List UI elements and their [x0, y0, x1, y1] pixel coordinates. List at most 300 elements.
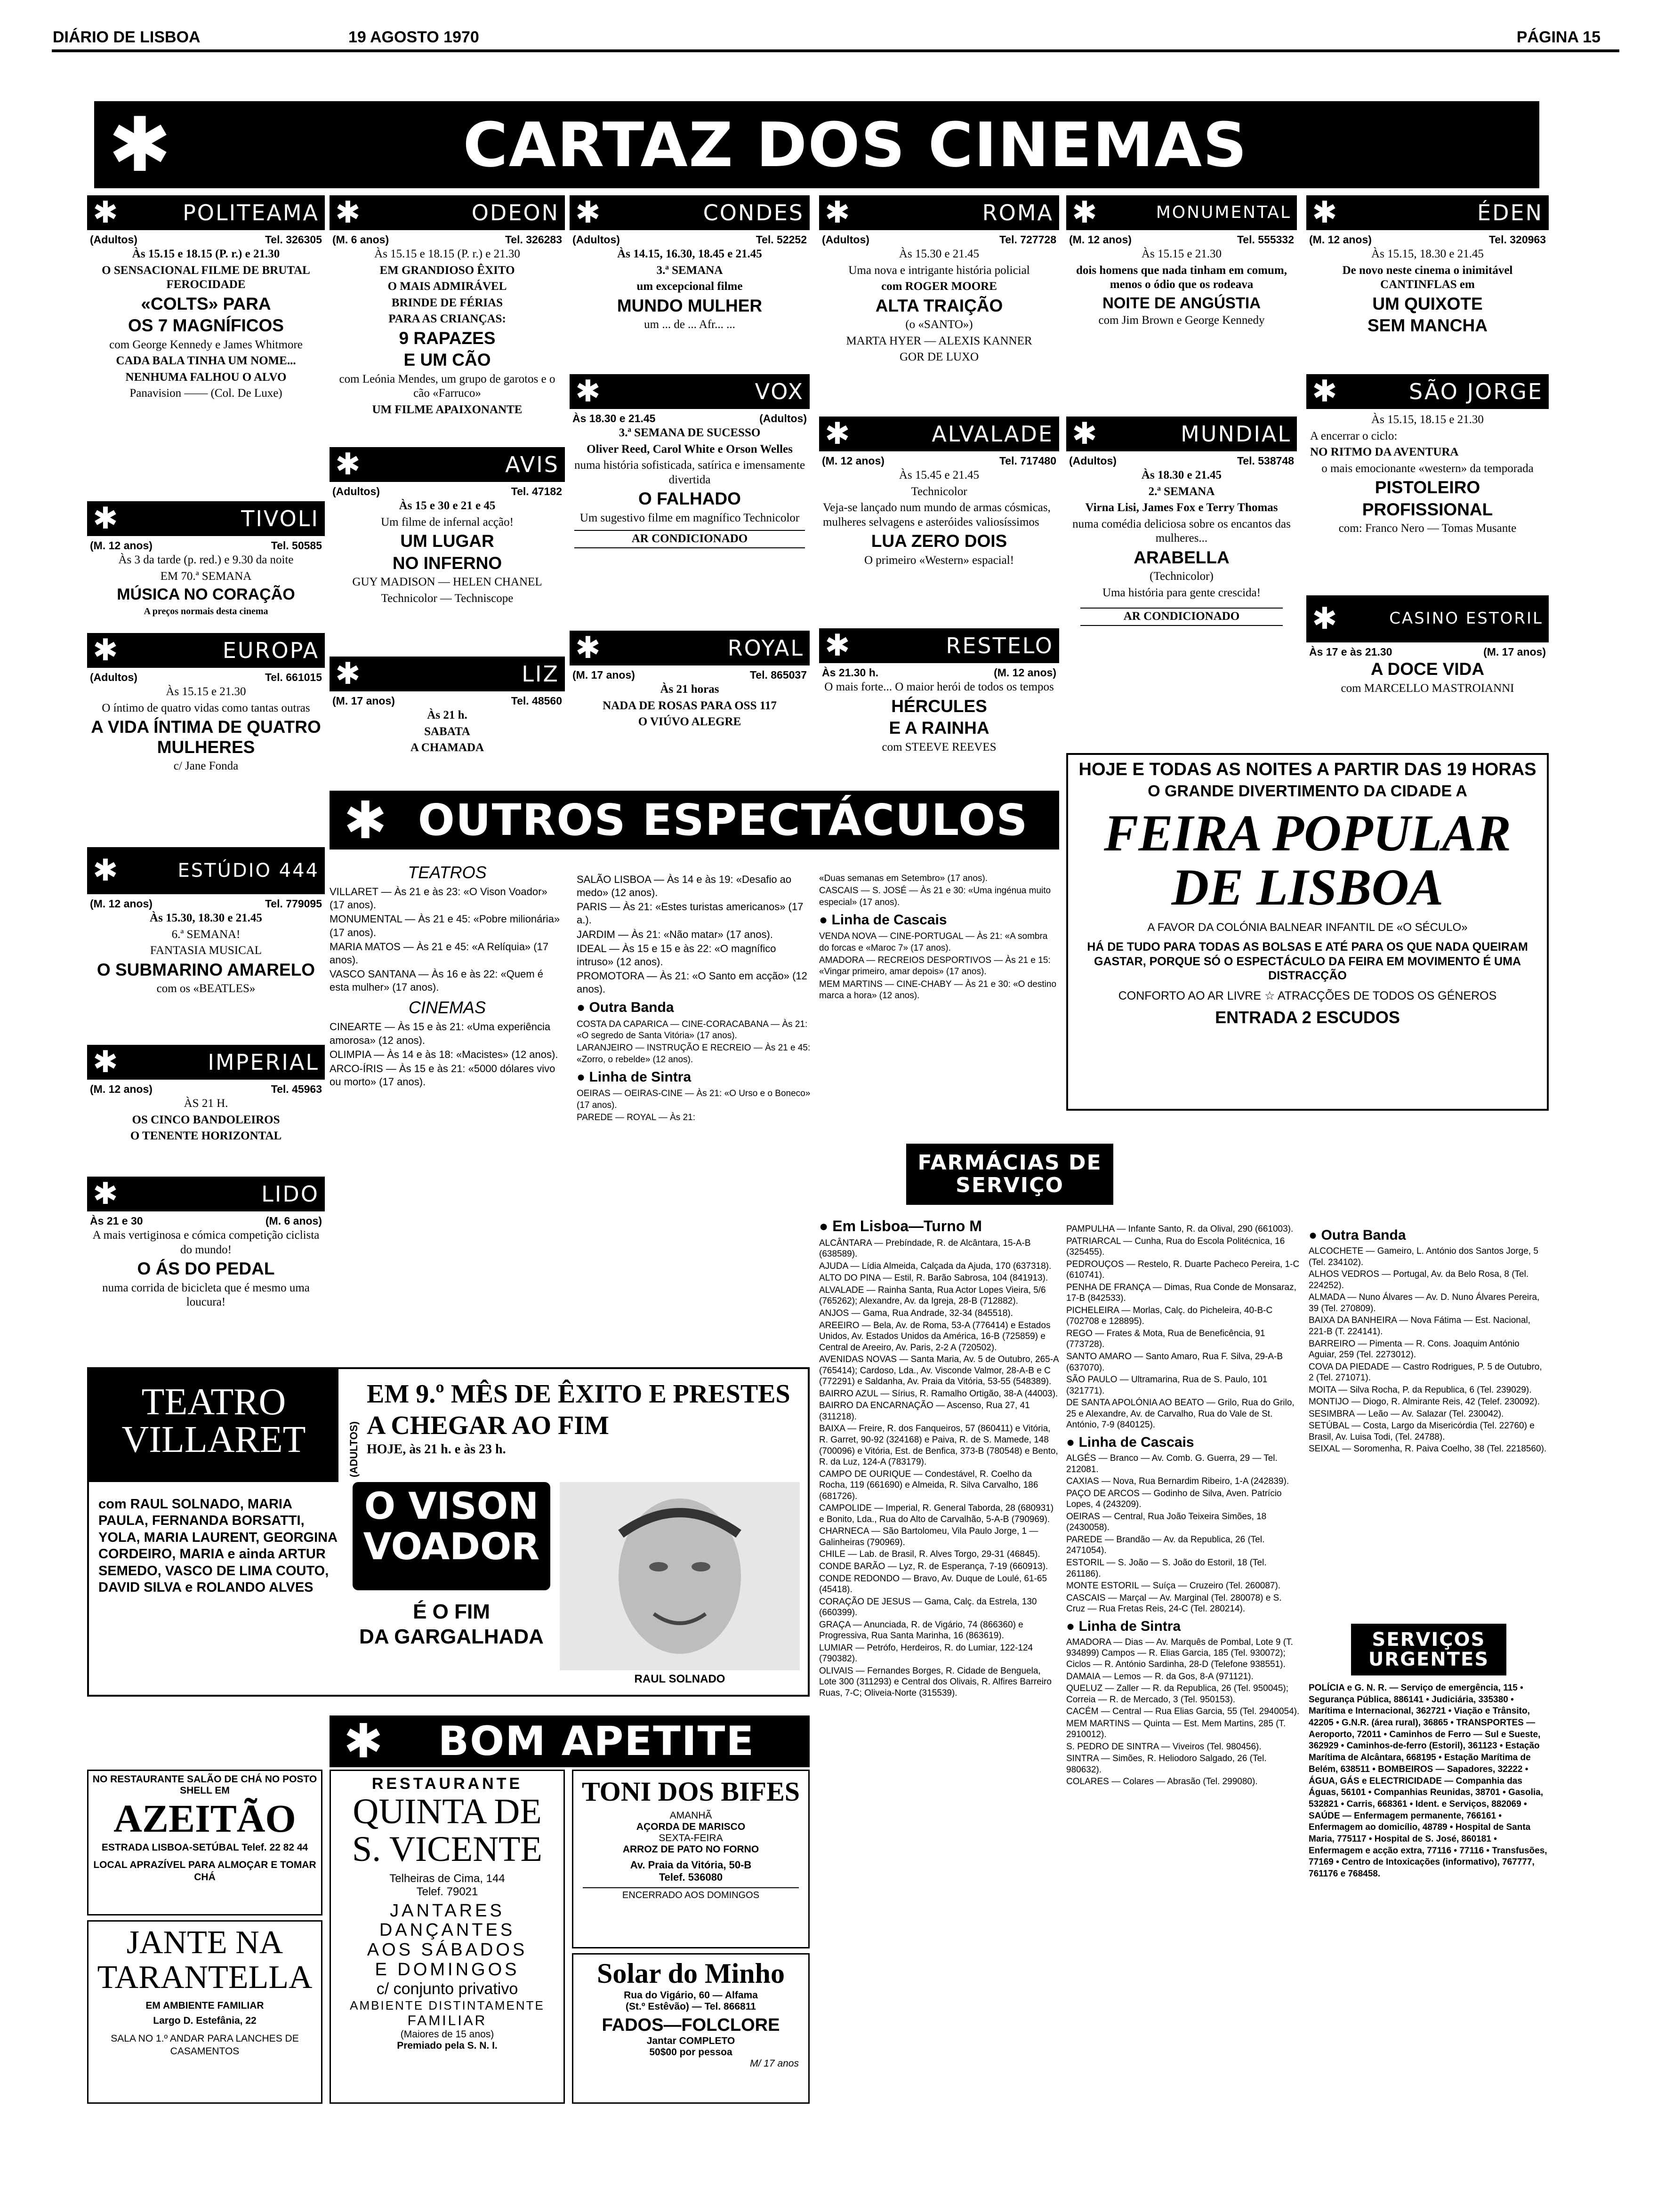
pharmacy: CHILE — Lab. de Brasil, R. Alves Torgo, 29-31 (46845).: [819, 1549, 1040, 1560]
tagline: BRINDE DE FÉRIAS: [391, 296, 503, 309]
showtimes: Às 21 e 30: [90, 1215, 143, 1227]
slogan: É O FIM: [413, 1600, 490, 1623]
rating: (M. 17 anos): [572, 669, 635, 681]
show-times: HOJE, às 21 h. e às 23 h.: [367, 1442, 506, 1457]
pharmacy: BAIXA — Freire, R. dos Fanqueiros, 57 (860411) e Vitória, R. Garret, 90-92 (324168) e Paiva, R. de S. Mamede, 148 (700096) e Vitória, Est. de Benfica, 373-B (780548) e Bento, R. da Luz, 124-A (783179).: [819, 1424, 1058, 1467]
film-title: A DOCE VIDA: [1370, 659, 1485, 679]
theatre-logo: [89, 1369, 338, 1482]
pharmacy: CONDE REDONDO — Bravo, Av. Duque de Loulé, 61-65 (45418).: [819, 1573, 1047, 1595]
pharmacy: MEM MARTINS — Quinta — Est. Mem Martins, 285 (T. 2910012).: [1066, 1718, 1286, 1740]
listing: SALÃO LISBOA — Às 14 e às 19: «Desafio ao medo» (12 anos).: [577, 874, 792, 899]
cast: c/ Jane Fonda: [173, 760, 239, 773]
star-icon: ✱: [344, 1714, 383, 1769]
film-title: E UM CÃO: [403, 350, 491, 370]
listing: PAREDE — ROYAL — Às 21:: [577, 1113, 696, 1123]
cinema-name: EUROPA: [222, 637, 319, 663]
showtimes: Às 15.15, 18.30 e 21.45: [1371, 248, 1484, 261]
star-icon: ✱: [1312, 374, 1337, 409]
star-icon: ✱: [575, 631, 601, 665]
pharmacy: OLIVAIS — Fernandes Borges, R. Cidade de Benguela, Lote 300 (311293) e Central dos Olivais, R. Alfires Barreiro Ruas, 7-C; Oliveia-Norte (315539).: [819, 1666, 1052, 1698]
farmacias-col-2: PAMPULHA — Infante Santo, R. da Olival, 290 (661003). PATRIARCAL — Cunha, Rua do Escola Politécnica, 16 (325455). PEDROUÇOS — Restelo, R. Duarte Pacheco Pereira, 1-C (610741). PENHA DE FRANÇA — Dimas, Rua Conde de Monsaraz, 17-B (842533). PICHELEIRA — Morlas, Calç. do Picheleira, 40-B-C (702708 e 128895). REGO — Frates & Mota, Rua de Beneficência, 91 (773728). SANTO AMARO — Santo Amaro, Rua F. Silva, 29-A-B (637070). SÃO PAULO — Ultramarina, Rua de S. Paulo, 101 (321771). DE SANTA APOLÓNIA AO BEATO — Grilo, Rua do Grilo, 25 e Alexandre, Av. de Carvalho, Rua do Vale de St. António, 7-9 (840125). ● Linha de Cascais ALGÉS — Branco — Av. Comb. G. Guerra, 29 — Tel. 212081. CAXIAS — Nova, Rua Bernardim Ribeiro, 1-A (242839). PAÇO DE ARCOS — Godinho de Silva, Aven. Patrício Lopes, 4 (243209). OEIRAS — Central, Rua João Teixeira Simões, 18 (2430058). PAREDE — Brandão — Av. da Republica, 26 (Tel. 2471054). ESTORIL — S. João — S. João do Estoril, 18 (Tel. 261186). MONTE ESTORIL — Suíça — Cruzeiro (Tel. 260087). CASCAIS — Marçal — Av. Marginal (Tel. 280078) e S. Cruz — Rua Fretas Reis, 24-C (Tel. 280214). ● Linha de Sintra AMADORA — Dias — Av. Marquês de Pombal, Lote 9 (T. 934899) Campos — R. Elias Garcia, 185 (Tel. 930072); Ciclos — R. António Sardinha, 28-D (Telefone 938551). DAMAIA — Lemos — R. da Gos, 8-A (971121). QUELUZ — Zaller — R. da Republica, 26 (Tel. 950045); Correia — R. de Mercado, 3 (Tel. 950153). CACÉM — Central — Rua Elias Garcia, 55 (Tel. 2940054). MEM MARTINS — Quinta — Est. Mem Martins, 285 (T. 2910012). S. PEDRO DE SINTRA — Viveiros (Tel. 980456). SINTRA — Simões, R. Heliodoro Salgado, 26 (Tel. 980632). COLARES — Colares — Abrasão (Tel. 299080).: [1066, 1224, 1302, 2108]
showtimes: Às 18.30 e 21.45: [572, 412, 656, 425]
age-rating: M/ 17 anos: [750, 2058, 799, 2069]
phone: Tel. 779095: [265, 898, 322, 910]
pharmacy: AREEIRO — Bela, Av. de Roma, 53-A (776414) e Estados Unidos, Av. Estados Unidos da América, 16-B (725859) e Central de Areeiro, Av. Paris, 2-2 A (720502).: [819, 1320, 1051, 1353]
tagline: O MAIS ADMIRÁVEL: [387, 280, 507, 293]
rating: (M. 12 anos): [822, 455, 885, 467]
cinema-eden: [1306, 195, 1549, 365]
cinema-roma: [819, 195, 1059, 402]
feira-popular-ad: [1066, 753, 1549, 1111]
cinema-casino-estoril: [1306, 595, 1549, 732]
pharmacy: OEIRAS — Central, Rua João Teixeira Simões, 18 (2430058).: [1066, 1511, 1267, 1533]
restaurant-name: AZEITÃO: [113, 1797, 296, 1841]
rating: (Adultos): [1069, 455, 1117, 467]
listing: VASCO SANTANA — Às 16 e às 22: «Quem é esta mulher» (17 anos).: [330, 968, 544, 994]
pharmacy: PAMPULHA — Infante Santo, R. da Olival, 290 (661003).: [1066, 1224, 1294, 1234]
star-icon: ✱: [335, 657, 361, 691]
listing: «Duas semanas em Setembro» (17 anos).: [819, 874, 988, 883]
theatre-name: VILLARET: [121, 1419, 306, 1460]
restaurant-name: QUINTA DE: [353, 1792, 542, 1831]
star-icon: ✱: [825, 628, 850, 663]
tagline: numa corrida de bicicleta que é mesmo uma loucura!: [102, 1281, 310, 1309]
cinema-name: CASINO ESTORIL: [1389, 609, 1543, 628]
film-title: O TENENTE HORIZONTAL: [130, 1130, 282, 1143]
film-title: LUA ZERO DOIS: [871, 531, 1007, 551]
star-icon: ✱: [335, 195, 361, 230]
rating: (M. 12 anos): [90, 539, 153, 552]
phone: Tel. 727728: [999, 233, 1056, 246]
showtimes: Às 21 h.: [427, 709, 467, 722]
cinema-imperial: [87, 1045, 325, 1167]
pharmacy: BAIRRO AZUL — Sírius, R. Ramalho Ortigão, 38-A (44003).: [819, 1388, 1058, 1399]
ad-text: AOS SÁBADOS: [367, 1940, 528, 1960]
cast: com STEEVE REEVES: [882, 740, 997, 753]
age-rating: (ADULTOS): [348, 1421, 360, 1477]
feira-attractions: CONFORTO AO AR LIVRE ☆ ATRACÇÕES DE TODOS OS GÉNEROS: [1118, 989, 1497, 1002]
listing: COSTA DA CAPARICA — CINE-CORACABANA — Às 21: «O segredo de Santa Vitória» (17 anos).: [577, 1019, 808, 1041]
pharmacy: AMADORA — Dias — Av. Marquês de Pombal, Lote 9 (T. 934899) Campos — R. Elias Garcia, 185 (Tel. 930072); Ciclos — R. António Sardinha, 28-D (Telefone 938551).: [1066, 1637, 1293, 1669]
cinema-odeon: [330, 195, 565, 431]
cinema-alvalade: [819, 417, 1059, 614]
issue-date: 19 AGOSTO 1970: [348, 28, 479, 46]
film-title: 9 RAPAZES: [399, 328, 496, 348]
tagline: CADA BALA TINHA UM NOME...: [116, 354, 296, 368]
pharmacy: BAIXA DA BANHEIRA — Nova Fátima — Est. Nacional, 221-B (T. 224141).: [1309, 1315, 1530, 1337]
phone: Tel. 48560: [511, 695, 562, 707]
listing: CINEARTE — Às 15 e às 21: «Uma experiência amorosa» (12 anos).: [330, 1021, 551, 1046]
pharmacy: SÃO PAULO — Ultramarina, Rua de S. Paulo, 101 (321771).: [1066, 1375, 1268, 1396]
show-title: O VISON: [364, 1485, 539, 1528]
listing: CASCAIS — S. JOSÉ — Às 21 e 30: «Uma ingénua muito especial» (17 anos).: [819, 886, 1051, 907]
phone: Tel. 320963: [1488, 233, 1546, 246]
pharmacy: ALCOCHETE — Gameiro, L. António dos Santos Jorge, 5 (Tel. 234102).: [1309, 1246, 1538, 1267]
showtimes: Às 21 horas: [660, 683, 719, 696]
show-logo: [353, 1482, 550, 1590]
pharmacy: CHARNECA — São Bartolomeu, Vila Paulo Jorge, 1 — Galinheiras (790969).: [819, 1526, 1038, 1547]
ad-quinta-s-vicente: [330, 1770, 565, 2104]
listing: VENDA NOVA — CINE-PORTUGAL — Às 21: «A sombra do forcas e «Maroc 7» (17 anos).: [819, 931, 1048, 953]
film-title: MÚSICA NO CORAÇÃO: [117, 585, 295, 604]
headline: A CHEGAR AO FIM: [367, 1411, 609, 1441]
address: Largo D. Estefânia, 22: [153, 2015, 257, 2026]
rating: (Adultos): [759, 412, 807, 425]
slogan: DA GARGALHADA: [359, 1625, 544, 1648]
star-icon: ✱: [108, 100, 172, 189]
photo-caption: RAUL SOLNADO: [634, 1673, 725, 1685]
tagline: NENHUMA FALHOU O ALVO: [125, 370, 287, 384]
menu-item: ARROZ DE PATO NO FORNO: [622, 1844, 759, 1855]
pharmacy: CORAÇÃO DE JESUS — Gama, Calç. da Estrela, 130 (660399).: [819, 1596, 1037, 1618]
cinema-condes: [570, 195, 810, 369]
tagline: UM FILME APAIXONANTE: [372, 403, 523, 416]
star-icon: ✱: [1312, 195, 1337, 230]
film-title: O SUBMARINO AMARELO: [97, 960, 315, 979]
listing: OEIRAS — OEIRAS-CINE — Às 21: «O Urso e o Boneco» (17 anos).: [577, 1089, 811, 1110]
tagline: o mais emocionante «western» da temporada: [1321, 462, 1534, 475]
theatre-name: TEATRO: [141, 1381, 286, 1423]
tagline: (o «SANTO»): [905, 318, 973, 331]
film-title: A VIDA ÍNTIMA DE QUATRO MULHERES: [91, 717, 321, 757]
pharmacy: DAMAIA — Lemos — R. da Gos, 8-A (971121).: [1066, 1671, 1254, 1682]
cinema-name: CONDES: [703, 200, 804, 225]
cinema-name: MONUMENTAL: [1156, 203, 1291, 223]
cast: com MARCELLO MASTROIANNI: [1341, 681, 1514, 695]
star-icon: ✱: [93, 633, 118, 668]
feira-charity: A FAVOR DA COLÓNIA BALNEAR INFANTIL DE «O SÉCULO»: [1147, 921, 1468, 934]
ad-solar-do-minho: [572, 1953, 810, 2104]
phone: Tel. 326283: [505, 233, 562, 246]
address: ESTRADA LISBOA-SETÚBAL Telef. 22 82 44: [101, 1842, 308, 1853]
villaret-slogan: [353, 1600, 550, 1650]
tagline: A encerrar o ciclo:: [1310, 429, 1398, 442]
film-title: O ÁS DO PEDAL: [137, 1259, 275, 1279]
format: GOR DE LUXO: [899, 351, 979, 364]
film-title: NADA DE ROSAS PARA OSS 117: [603, 699, 777, 712]
feira-description: HÁ DE TUDO PARA TODAS AS BOLSAS E ATÉ PARA OS QUE NADA QUEIRAM GASTAR, PORQUE SÓ O ESPECTÁCULO DA FEIRA EM MOVIMENTO É UMA DISTRACÇÃO: [1087, 940, 1528, 983]
rating: (Adultos): [90, 671, 137, 683]
tagline: O primeiro «Western» espacial!: [864, 553, 1014, 567]
cinema-saojorge: [1306, 374, 1549, 595]
restaurant-name: TARANTELLA: [97, 1959, 313, 1996]
address: Av. Praia da Vitória, 50-B: [630, 1859, 752, 1871]
tagline: EM GRANDIOSO ÊXITO: [379, 264, 515, 277]
listing: MEM MARTINS — CINE-CHABY — Às 21 e 30: «O destino marca a hora» (12 anos).: [819, 979, 1057, 1001]
villaret-ad: [87, 1367, 810, 1697]
note: A preços normais desta cinema: [144, 606, 268, 617]
pharmacy: ALMADA — Nuno Álvares — Av. D. Nuno Álvares Pereira, 39 (Tel. 270809).: [1309, 1292, 1540, 1314]
cinema-name: POLITEAMA: [183, 200, 319, 225]
showtimes: Às 15.15 e 18.15 (P. r.) e 21.30: [374, 248, 520, 261]
ad-text: E DOMINGOS: [375, 1959, 520, 1980]
format: Panavision —— (Col. De Luxe): [129, 387, 282, 400]
listing: VILLARET — Às 21 e às 23: «O Vison Voador» (17 anos).: [330, 886, 547, 911]
linha-sintra-heading: Linha de Sintra: [1078, 1618, 1181, 1634]
linha-cascais-heading: Linha de Cascais: [831, 912, 947, 928]
cast: com Jim Brown e George Kennedy: [1098, 314, 1265, 327]
rating: (Adultos): [572, 233, 620, 246]
servicos-banner: [1351, 1624, 1506, 1675]
cast: GUY MADISON — HELEN CHANEL: [352, 576, 542, 589]
cinema-liz: [330, 657, 565, 769]
cinema-politeama: [87, 195, 325, 449]
pharmacy: ALGÉS — Branco — Av. Comb. G. Guerra, 29 — Tel. 212081.: [1066, 1453, 1278, 1475]
pharmacy: SETÚBAL — Costa, Largo da Misericórdia (Tel. 22760) e Brasil, Av. Luisa Todi, (Tel. 24788).: [1309, 1421, 1535, 1442]
raul-solnado-photo: [560, 1482, 800, 1670]
phone: Telef. 79021: [416, 1885, 478, 1898]
cartaz-banner: [94, 101, 1539, 188]
pharmacy: SESIMBRA — Leão — Av. Salazar (Tel. 230042).: [1309, 1409, 1504, 1419]
tagline: 3.ª SEMANA: [656, 264, 723, 277]
pharmacy: QUELUZ — Zaller — R. da Republica, 26 (Tel. 950045); Correia — R. de Mercado, 3 (Tel. 950153).: [1066, 1683, 1289, 1705]
listing: IDEAL — Às 15 e 15 e às 22: «O magnífico intruso» (12 anos).: [577, 942, 776, 968]
pharmacy: COLARES — Colares — Abrasão (Tel. 299080).: [1066, 1777, 1258, 1787]
cast: com George Kennedy e James Whitmore: [109, 338, 303, 351]
showtimes: Às 15.15 e 21.30: [166, 685, 246, 698]
star-icon: ✱: [825, 195, 850, 230]
star-icon: ✱: [575, 195, 601, 230]
phone: Tel. 717480: [999, 455, 1056, 467]
showtimes: Às 15.15 e 18.15 (P. r.) e 21.30: [132, 248, 280, 261]
cinema-royal: [570, 631, 810, 772]
rating: (M. 12 anos): [994, 666, 1056, 679]
tagline: 2.ª SEMANA: [1148, 485, 1215, 498]
listing: OLIMPIA — Às 14 e às 18: «Macistes» (12 anos).: [330, 1048, 558, 1060]
pharmacy: PICHELEIRA — Morlas, Calç. do Picheleira, 40-B-C (702708 e 128895).: [1066, 1305, 1273, 1327]
cinema-avis: [330, 447, 565, 621]
phone: Tel. 45963: [271, 1083, 322, 1095]
pharmacy: PEDROUÇOS — Restelo, R. Duarte Pacheco Pereira, 1-C (610741).: [1066, 1259, 1300, 1281]
show-title: VOADOR: [363, 1525, 540, 1568]
listing: ARCO-ÍRIS — Às 15 e às 21: «5000 dólares vivo ou morto» (17 anos).: [330, 1062, 555, 1088]
showtimes: Às 15 e 30 e 21 e 45: [399, 499, 496, 513]
outros-banner: [330, 791, 1059, 850]
cast: com ROGER MOORE: [881, 280, 997, 293]
award: Premiado pela S. N. I.: [397, 2040, 498, 2051]
pharmacy: BAIRRO DA ENCARNAÇÃO — Ascenso, Rua 27, 41 (311218).: [819, 1401, 1030, 1422]
pharmacy: CONDE BARÃO — Lyz, R. de Esperança, 7-19 (660913).: [819, 1561, 1048, 1571]
showtimes: Às 15.45 e 21.45: [899, 469, 980, 482]
feira-title: DE LISBOA: [1171, 858, 1444, 916]
format: Technicolor — Techniscope: [381, 592, 514, 605]
linha-sintra-heading: Linha de Sintra: [589, 1069, 692, 1085]
villaret-headline: [367, 1378, 809, 1458]
film-title: «COLTS» PARA: [141, 294, 271, 313]
pharmacy: PATRIARCAL — Cunha, Rua do Escola Politécnica, 16 (325455).: [1066, 1236, 1285, 1258]
cinema-name: IMPERIAL: [208, 1049, 319, 1075]
tagline: Uma história para gente crescida!: [1102, 586, 1261, 599]
header-rule: [52, 49, 1619, 52]
cinema-name: ALVALADE: [932, 421, 1054, 447]
pharmacy: ALVALADE — Rainha Santa, Rua Actor Lopes Vieira, 5/6 (765262); Alexandre, Av. da Igreja, 28-B (712882).: [819, 1285, 1046, 1306]
film-title: O VIÚVO ALEGRE: [638, 715, 741, 729]
pharmacy: MOITA — Silva Rocha, P. da Republica, 6 (Tel. 239029).: [1309, 1385, 1532, 1395]
film-title: ARABELLA: [1134, 547, 1230, 567]
linha-cascais-heading: Linha de Cascais: [1078, 1434, 1194, 1450]
pharmacy: ANJOS — Gama, Rua Andrade, 32-34 (845518).: [819, 1308, 1013, 1318]
cast: Oliver Reed, Carol White e Orson Welles: [587, 442, 793, 456]
teatros-heading: TEATROS: [408, 863, 487, 882]
air-conditioning: AR CONDICIONADO: [574, 530, 805, 548]
cinema-name: ODEON: [471, 200, 559, 225]
tagline: Veja-se lançado num mundo de armas cósmicas, mulheres selvagens e asteróides valiosíssimos: [823, 501, 1051, 529]
bom-apetite-banner: [330, 1715, 810, 1767]
showtimes: Às 18.30 e 21.45: [1141, 469, 1222, 482]
ad-text: c/ conjunto privativo: [376, 1980, 518, 1998]
tagline: dois homens que nada tinham em comum, menos o ódio que os rodeava: [1076, 264, 1287, 291]
ad-toni-dos-bifes: [572, 1770, 810, 1948]
tagline: Uma nova e intrigante história policial: [848, 264, 1030, 277]
cast: com os «BEATLES»: [156, 982, 256, 995]
cast: Virna Lisi, James Fox e Terry Thomas: [1085, 501, 1278, 514]
listing: LARANJEIRO — INSTRUÇÃO E RECREIO — Às 21 e 45: «Zorro, o rebelde» (12 anos).: [577, 1043, 811, 1065]
outros-column-3: «Duas semanas em Setembro» (17 anos). CASCAIS — S. JOSÉ — Às 21 e 30: «Uma ingénua muito especial» (17 anos). ● Linha de Cascais VENDA NOVA — CINE-PORTUGAL — Às 21: «A sombra do forcas e «Maroc 7» (17 anos). AMADORA — RECREIOS DESPORTIVOS — Às 21 e 15: «Vingar primeiro, amar depois» (17 anos). MEM MARTINS — CINE-CHABY — Às 21 e 30: «O destino marca a hora» (12 anos).: [819, 873, 1059, 1155]
phone: Tel. 50585: [271, 539, 322, 552]
address: Rua do Vigário, 60 — Alfama: [624, 1990, 758, 2001]
cinema-mundial: [1066, 417, 1297, 713]
star-icon: ✱: [335, 447, 361, 482]
pharmacy: CASCAIS — Marçal — Av. Marginal (Tel. 280078) e S. Cruz — Rua Fretas Reis, 24-C (Tel. 280214).: [1066, 1593, 1282, 1614]
cinema-lido: [87, 1177, 325, 1346]
film-title: NO INFERNO: [392, 553, 502, 573]
pharmacy: PAÇO DE ARCOS — Godinho de Silva, Aven. Patrício Lopes, 4 (243209).: [1066, 1488, 1282, 1510]
film-title: SABATA: [424, 725, 470, 738]
phone: Tel. 47182: [511, 485, 562, 497]
rating: (M. 12 anos): [1309, 233, 1372, 246]
cinema-name: ROYAL: [727, 635, 804, 661]
phone: Tel. 538748: [1237, 455, 1294, 467]
star-icon: ✱: [1072, 195, 1097, 230]
cinema-name: LIDO: [261, 1181, 319, 1207]
page-number: PÁGINA 15: [1516, 28, 1601, 46]
showtimes: Às 15.15 e 21.30: [1141, 248, 1222, 261]
listing: PROMOTORA — Às 21: «O Santo em acção» (12 anos).: [577, 970, 807, 995]
cast: com: Franco Nero — Tomas Musante: [1338, 522, 1517, 535]
film-title: SEM MANCHA: [1367, 316, 1488, 336]
pharmacy: LUMIAR — Petrófo, Herdeiros, R. do Lumiar, 122-124 (790382).: [819, 1643, 1033, 1664]
listing: AMADORA — RECREIOS DESPORTIVOS — Às 21 e 15: «Vingar primeiro, amar depois» (17 anos).: [819, 955, 1051, 977]
tagline: numa história sofisticada, satírica e imensamente divertida: [574, 459, 805, 486]
format: (Technicolor): [1150, 570, 1214, 583]
showtimes: ÀS 21 H.: [184, 1097, 228, 1110]
phone: Telef. 536080: [659, 1871, 723, 1883]
showtimes: Às 17 e às 21.30: [1309, 646, 1392, 658]
tagline: O íntimo de quatro vidas como tantas outras: [102, 701, 310, 714]
film-title: OS CINCO BANDOLEIROS: [132, 1113, 280, 1126]
star-icon: ✱: [93, 853, 118, 888]
tagline: Um filme de infernal acção!: [381, 515, 514, 529]
film-title: E A RAINHA: [889, 718, 989, 738]
pharmacy: DE SANTA APOLÓNIA AO BEATO — Grilo, Rua do Grilo, 25 e Alexandre, Av. de Carvalho, Rua do Vale de St. António, 7-9 (840125).: [1066, 1398, 1295, 1430]
cinema-name: TIVOLI: [241, 505, 319, 531]
ad-text: FAMILIAR: [407, 2012, 487, 2028]
rating: (Adultos): [822, 233, 869, 246]
phone: Tel. 326305: [265, 233, 322, 246]
ad-text: ENCERRADO AOS DOMINGOS: [583, 1887, 799, 1901]
star-icon: ✱: [825, 417, 850, 451]
film-title: OS 7 MAGNÍFICOS: [128, 316, 284, 336]
film-title: ALTA TRAIÇÃO: [875, 296, 1003, 315]
cinema-monumental: [1066, 195, 1297, 369]
rating: (M. 6 anos): [332, 233, 389, 246]
rating: (Adultos): [90, 233, 137, 246]
film-title: HÉRCULES: [891, 696, 987, 716]
tagline: PARA AS CRIANÇAS:: [388, 313, 506, 326]
farmacias-lisboa: ● Em Lisboa—Turno M ALCÂNTARA — Prebíndade, R. de Alcântara, 15-A-B (638589). AJUDA — Lídia Almeida, Calçada da Ajuda, 170 (637318). ALTO DO PINA — Estil, R. Barão Sabrosa, 104 (841913). ALVALADE — Rainha Santa, Rua Actor Lopes Vieira, 5/6 (765262); Alexandre, Av. da Igreja, 28-B (712882). ANJOS — Gama, Rua Andrade, 32-34 (845518). AREEIRO — Bela, Av. de Roma, 53-A (776414) e Estados Unidos, Av. Estados Unidos da América, 16-B (725859) e Central de Areeiro, Av. Paris, 2-2 A (720502). AVENIDAS NOVAS — Santa Maria, Av. 5 de Outubro, 265-A (765414); Cardoso, Lda., Av. Visconde Valmor, 28-A-B e C (772291) e Saldanha, Av. Praia da Vitória, 53-55 (548389). BAIRRO AZUL — Sírius, R. Ramalho Ortigão, 38-A (44003). BAIRRO DA ENCARNAÇÃO — Ascenso, Rua 27, 41 (311218). BAIXA — Freire, R. dos Fanqueiros, 57 (860411) e Vitória, R. Garret, 90-92 (324168) e Paiva, R. de S. Mamede, 148 (700096) e Vitória, Est. de Benfica, 373-B (780548) e Bento, R. da Luz, 124-A (783179). CAMPO DE OURIQUE — Condestável, R. Coelho da Rocha, 119 (661690) e Almeida, R. Silva Carvalho, 186 (681726). CAMPOLIDE — Imperial, R. General Taborda, 28 (680931) e Bonito, Lda., Rua do Alto de Carvalhão, 5-A-B (790969). CHARNECA — São Bartolomeu, Vila Paulo Jorge, 1 — Galinheiras (790969). CHILE — Lab. de Brasil, R. Alves Torgo, 29-31 (46845). CONDE BARÃO — Lyz, R. de Esperança, 7-19 (660913). CONDE REDONDO — Bravo, Av. Duque de Loulé, 61-65 (45418). CORAÇÃO DE JESUS — Gama, Calç. da Estrela, 130 (660399). GRAÇA — Anunciada, R. de Vigário, 74 (866360) e Progressiva, Rua Santa Marinha, 16 (863619). LUMIAR — Petrófo, Herdeiros, R. do Lumiar, 122-124 (790382). OLIVAIS — Fernandes Borges, R. Cidade de Benguela, Lote 300 (311293) e Central dos Olivais, R. Alfires Barreiro Ruas, 7-C; Oliveia-Norte (315539).: [819, 1218, 1059, 1698]
pharmacy: GRAÇA — Anunciada, R. de Vigário, 74 (866360) e Progressiva, Rua Santa Marinha, 16 (863619).: [819, 1619, 1023, 1641]
ad-text: LOCAL APRAZÍVEL PARA ALMOÇAR E TOMAR CHÁ: [93, 1859, 316, 1883]
ad-text: EM AMBIENTE FAMILIAR: [145, 2000, 264, 2011]
rating: (M. 12 anos): [90, 898, 153, 910]
cinema-name: AVIS: [505, 451, 559, 477]
cinema-name: VOX: [755, 378, 804, 404]
pharmacy: MONTIJO — Diogo, R. Almirante Reis, 42 (Telef. 230092).: [1309, 1397, 1540, 1407]
headline: EM 9.º MÊS DE ÊXITO E PRESTES: [367, 1379, 790, 1409]
pharmacy: SANTO AMARO — Santo Amaro, Rua F. Silva, 29-A-B (637070).: [1066, 1352, 1283, 1373]
tagline: O mais forte... O maior herói de todos os tempos: [824, 681, 1054, 694]
cinema-restelo: [819, 628, 1059, 774]
showtimes: Às 14.15, 16.30, 18.45 e 21.45: [617, 248, 762, 261]
phone: Tel. 555332: [1237, 233, 1294, 246]
rating: (M. 12 anos): [90, 1083, 153, 1095]
cinema-estudio: [87, 847, 325, 1035]
ad-text: AMBIENTE DISTINTAMENTE: [350, 1998, 545, 2012]
tagline: um ... de ... Afr... ...: [644, 318, 735, 331]
servicos-text: POLÍCIA e G. N. R. — Serviço de emergência, 115 • Segurança Pública, 886141 • Judiciária, 335380 • Marítima e Internacional, 362721 • Viação e Trânsito, 42205 • G.N.R. (área rural), 36865 • TRANSPORTES — Aeroporto, 72011 • Caminhos de Ferro — Sul e Sueste, 362929 • Caminhos-de-ferro (Estoril), 361123 • Estação Marítima de Alcântara, 668195 • Estação Marítima de Belém, 638511 • BOMBEIROS — Sapadores, 32222 • ÁGUA, GÁS e ELECTRICIDADE — Companhia das Águas, 56101 • Companhias Reunidas, 38701 • Gasolia, 532821 • Carris, 668361 • Ident. e Serviços, 882069 • SAÚDE — Enfermagem permanente, 766161 • Enfermagem ao domicílio, 48789 • Hospital de Santa Maria, 775117 • Hospital de S. José, 860181 • Enfermagem e acção extra, 77116 • 77116 • Transfusões, 77169 • Centro de Intoxicações (informativo), 767777, 761176 e 768458.: [1309, 1683, 1547, 1879]
rating: (M. 17 anos): [332, 695, 395, 707]
cinema-vox: [570, 374, 810, 614]
genre: FANTASIA MUSICAL: [150, 944, 262, 957]
pharmacy: PAREDE — Brandão — Av. da Republica, 26 (Tel. 2471054).: [1066, 1534, 1265, 1556]
tagline: um excepcional filme: [636, 280, 743, 293]
showtimes: Às 21.30 h.: [822, 666, 879, 679]
farmacias-outra-banda: ● Outra Banda ALCOCHETE — Gameiro, L. António dos Santos Jorge, 5 (Tel. 234102). ALHOS VEDROS — Portugal, Av. da Belo Rosa, 8 (Tel. 224252). ALMADA — Nuno Álvares — Av. D. Nuno Álvares Pereira, 39 (Tel. 270809). BAIXA DA BANHEIRA — Nova Fátima — Est. Nacional, 221-B (T. 224141). BARREIRO — Pimenta — R. Cons. Joaquim António Aguiar, 259 (Tel. 2273012). COVA DA PIEDADE — Castro Rodrigues, P. 5 de Outubro, 2 (Tel. 271071). MOITA — Silva Rocha, P. da Republica, 6 (Tel. 239029). MONTIJO — Diogo, R. Almirante Reis, 42 (Telef. 230092). SESIMBRA — Leão — Av. Salazar (Tel. 230042). SETÚBAL — Costa, Largo da Misericórdia (Tel. 22760) e Brasil, Av. Luisa Todi, (Tel. 24788). SEIXAL — Soromenha, R. Paiva Coelho, 38 (Tel. 2218560).: [1309, 1224, 1549, 1628]
film-title: A CHAMADA: [410, 741, 484, 754]
ad-text: NO RESTAURANTE SALÃO DE CHÁ NO POSTO SHELL EM: [92, 1774, 317, 1796]
tagline: EM 70.ª SEMANA: [160, 569, 252, 583]
showtimes: Às 15.15, 18.15 e 21.30: [1371, 413, 1484, 426]
cinema-name: ROMA: [982, 200, 1054, 225]
cinema-name: RESTELO: [946, 633, 1054, 658]
restaurant-name: TONI DOS BIFES: [581, 1776, 800, 1807]
tagline: O SENSACIONAL FILME DE BRUTAL FEROCIDADE: [102, 264, 310, 291]
cinema-name: ÉDEN: [1477, 200, 1543, 225]
pharmacy: ALTO DO PINA — Estil, R. Barão Sabrosa, 104 (841913).: [819, 1273, 1048, 1283]
tagline: Um sugestivo filme em magnífico Technicolor: [579, 511, 800, 524]
cast: com Leónia Mendes, um grupo de garotos e o cão «Farruco»: [339, 372, 555, 400]
star-icon: ✱: [93, 1177, 118, 1211]
star-icon: ✱: [93, 501, 118, 536]
film-title: UM LUGAR: [400, 531, 494, 551]
tagline: numa comédia deliciosa sobre os encantos das mulheres...: [1072, 517, 1291, 545]
outros-column-2: SALÃO LISBOA — Às 14 e às 19: «Desafio ao medo» (12 anos). PARIS — Às 21: «Estes turistas americanos» (17 a.). JARDIM — Às 21: «Não matar» (17 anos). IDEAL — Às 15 e 15 e às 22: «O magnífico intruso» (12 anos). PROMOTORA — Às 21: «O Santo em acção» (12 anos). ● Outra Banda COSTA DA CAPARICA — CINE-CORACABANA — Às 21: «O segredo de Santa Vitória» (17 anos). LARANJEIRO — INSTRUÇÃO E RECREIO — Às 21 e 45: «Zorro, o rebelde» (12 anos). ● Linha de Sintra OEIRAS — OEIRAS-CINE — Às 21: «O Urso e o Boneco» (17 anos). PAREDE — ROYAL — Às 21:: [577, 873, 812, 1362]
tagline: 3.ª SEMANA DE SUCESSO: [619, 426, 761, 440]
showtimes: Às 3 da tarde (p. red.) e 9.30 da noite: [118, 553, 294, 567]
cinema-name: SÃO JORGE: [1409, 378, 1543, 404]
phone: (St.º Estêvão) — Tel. 866811: [626, 2001, 756, 2012]
tagline: De novo neste cinema o inimitável CANTINFLAS em: [1342, 264, 1513, 291]
star-icon: ✱: [1312, 601, 1337, 636]
pharmacy: BARREIRO — Pimenta — R. Cons. Joaquim António Aguiar, 259 (Tel. 2273012).: [1309, 1338, 1520, 1360]
feira-price: ENTRADA 2 ESCUDOS: [1215, 1008, 1400, 1027]
film-title: PISTOLEIRO: [1375, 478, 1480, 497]
pharmacy: ALCÂNTARA — Prebíndade, R. de Alcântara, 15-A-B (638589).: [819, 1238, 1031, 1259]
cinema-europa: [87, 633, 325, 840]
pharmacy: S. PEDRO DE SINTRA — Viveiros (Tel. 980456).: [1066, 1741, 1262, 1752]
phone: Tel. 52252: [756, 233, 807, 246]
film-title: PROFISSIONAL: [1362, 499, 1493, 519]
